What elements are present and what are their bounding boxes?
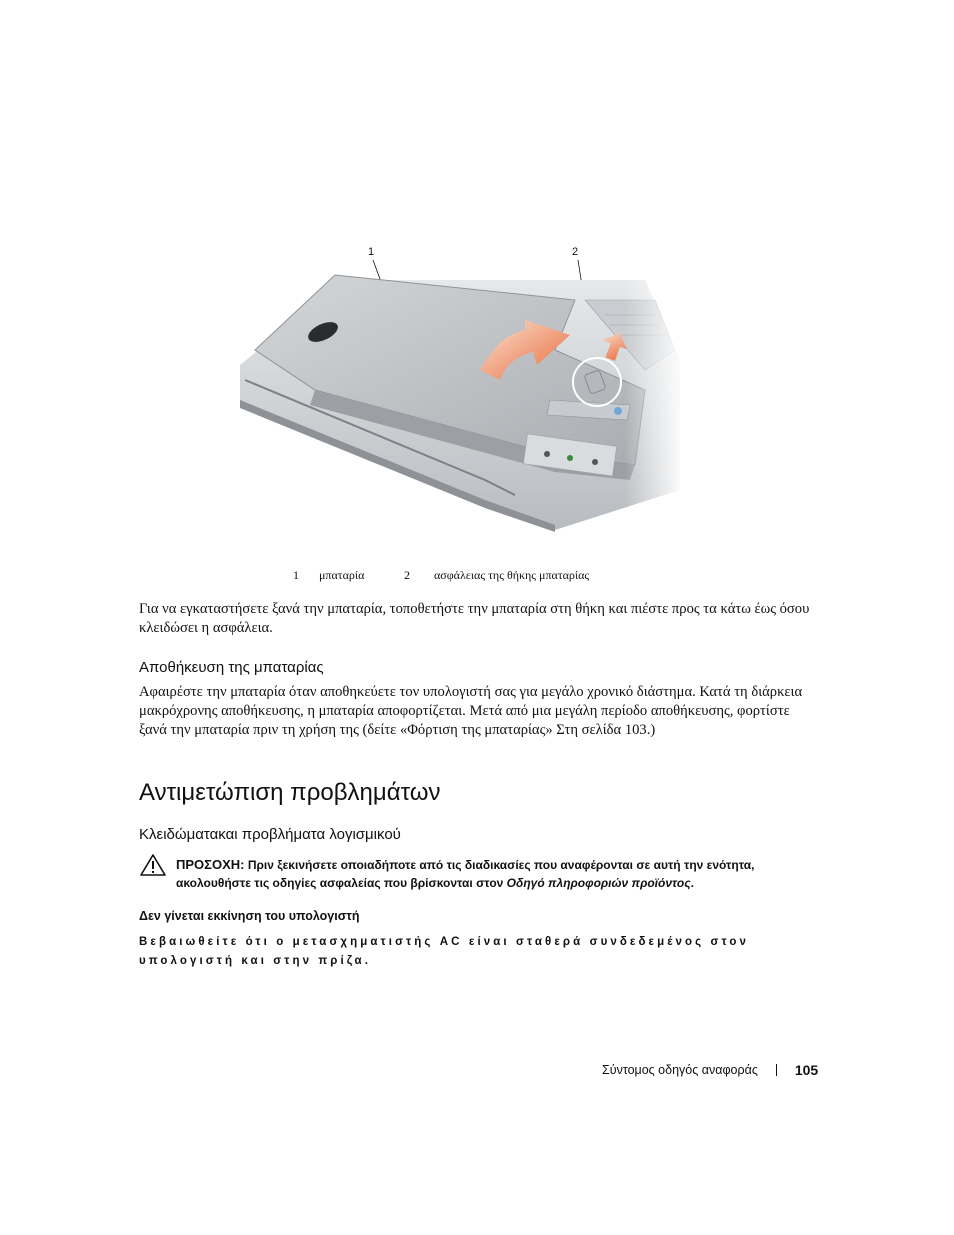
callout-2: 2: [572, 246, 579, 258]
storage-heading: Αποθήκευση της μπαταρίας: [139, 659, 324, 676]
no-start-heading: Δεν γίνεται εκκίνηση του υπολογιστή: [139, 909, 360, 923]
caution-label: ΠΡΟΣΟΧΗ:: [176, 857, 245, 872]
no-start-text: Βεβαιωθείτε ότι ο μετασχηματιστής AC είναι σταθερά συνδεδεμένος στον υπολογιστή και στην πρίζα.: [139, 936, 750, 967]
caption-num-1: 1: [293, 568, 299, 582]
install-paragraph: Για να εγκαταστήσετε ξανά την μπαταρία, τοποθετήστε την μπαταρία στη θήκη και πιέστε προς τα κάτω έως όσου κλειδώσει η ασφάλεια.: [139, 601, 810, 636]
caption-label-1: μπαταρία: [319, 568, 365, 582]
troubleshooting-heading: Αντιμετώπιση προβλημάτων: [139, 779, 441, 806]
footer-title: Σύντομος οδηγός αναφοράς: [602, 1063, 758, 1077]
caution-text: Πριν ξεκινήσετε οποιαδήποτε από τις διαδικασίες που αναφέρονται σε αυτή την ενότητα, ακολουθήστε τις οδηγίες ασφαλείας που βρίσκονται στον: [176, 858, 755, 890]
caution-icon: [139, 853, 167, 877]
storage-paragraph: Αφαιρέστε την μπαταρία όταν αποθηκεύετε τον υπολογιστή σας για μεγάλο χρονικό διάστημα. Κατά τη διάρκεια μακρόχρονης αποθήκευσης, η μπαταρία αποφορτίζεται. Μετά από μια μεγάλη περίοδο αποθήκευσης, φορτίστε ξανά την μπαταρία πριν τη χρήση της (δείτε «Φόρτιση της μπαταρίας» Στη σελίδα 103.): [139, 684, 803, 738]
page-number: 105: [794, 1062, 819, 1078]
caption-label-2: ασφάλειας της θήκης μπαταρίας: [434, 568, 590, 582]
caption-num-2: 2: [404, 568, 410, 582]
page-footer: [602, 1062, 818, 1078]
lockups-heading: Κλειδώματακαι προβλήματα λογισμικού: [139, 826, 401, 843]
caution-guide-title: Οδηγό πληροφοριών προϊόντος: [506, 876, 691, 890]
figure-caption: [293, 568, 589, 583]
caution-end: .: [690, 876, 694, 890]
battery-figure: [225, 240, 685, 550]
footer-separator: [776, 1064, 777, 1076]
caution-text-block: [176, 856, 826, 892]
battery-illustration: [225, 240, 685, 550]
callout-1: 1: [368, 246, 375, 258]
